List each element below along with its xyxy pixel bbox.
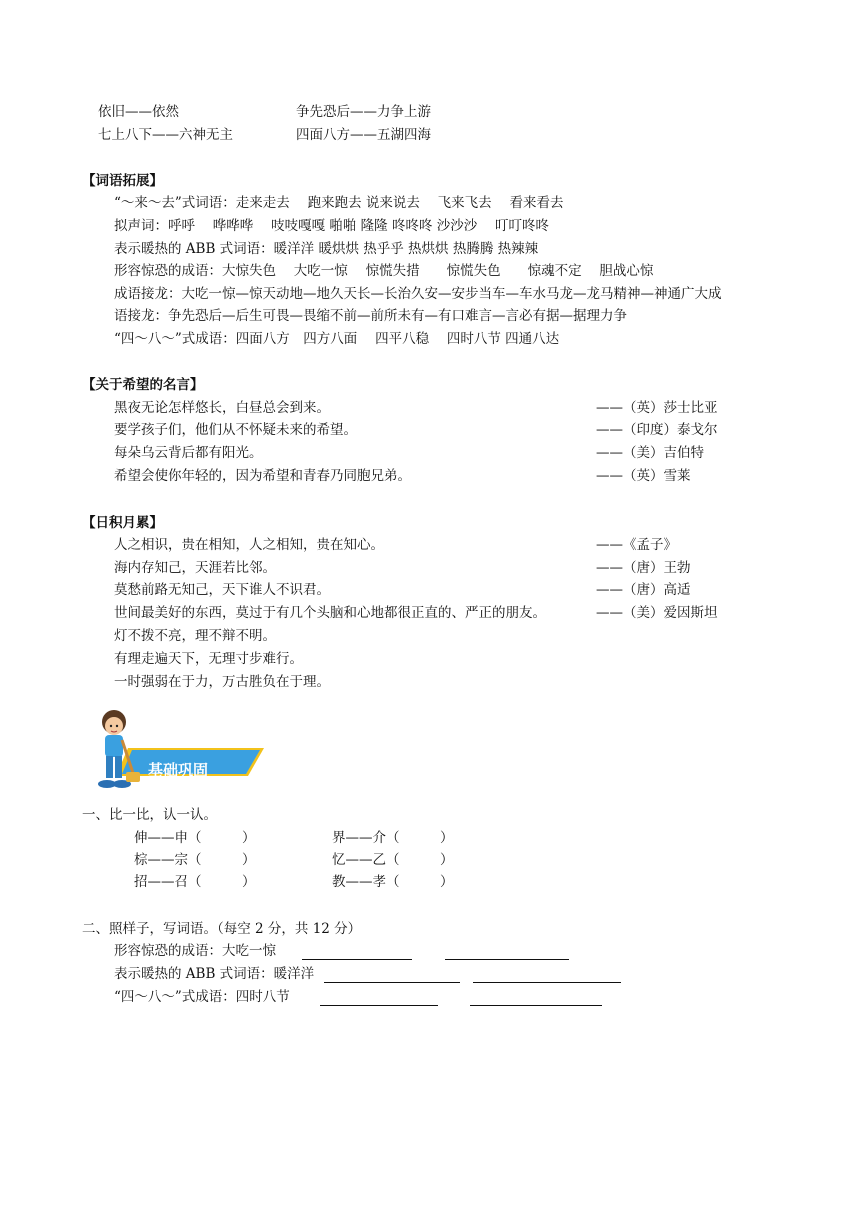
pair-zhengxian: 争先恐后——力争上游 [296, 104, 431, 120]
quote-author: ——（美）吉伯特 [596, 445, 704, 461]
quote-author: ——（英）雪莱 [596, 468, 691, 484]
quote-author: ——（印度）泰戈尔 [596, 422, 718, 438]
q2-title: 二、照样子，写词语。（每空 2 分，共 12 分） [82, 921, 362, 937]
quote-author: ——（唐）高适 [596, 582, 691, 598]
quote-author: ——《孟子》 [596, 537, 677, 553]
quote-text: 灯不拨不亮，理不辩不明。 [114, 628, 276, 644]
q1-item[interactable]: 教——孝（ ） [332, 874, 454, 890]
quote-author: ——（英）莎士比亚 [596, 400, 718, 416]
quote-text: 世间最美好的东西，莫过于有几个头脑和心地都很正直的、严正的朋友。 [114, 605, 546, 621]
ciyu-line: 形容惊恐的成语：大惊失色 大吃一惊 惊慌失措 惊慌失色 惊魂不定 胆战心惊 [114, 263, 654, 279]
q1-item[interactable]: 忆——乙（ ） [332, 852, 454, 868]
q1-item[interactable]: 伸——申（ ） [134, 830, 256, 846]
quote-text: 要学孩子们，他们从不怀疑未来的希望。 [114, 422, 357, 438]
q2-row-jingkong [114, 942, 569, 960]
ciyu-line: “～来～去”式词语：走来走去 跑来跑去 说来说去 飞来飞去 看来看去 [114, 195, 564, 211]
quote-text: 有理走遍天下，无理寸步难行。 [114, 651, 303, 667]
q1-title: 一、比一比，认一认。 [82, 807, 217, 823]
quote-text: 一时强弱在于力，万古胜负在于理。 [114, 674, 330, 690]
ciyu-line: 拟声词：呼呼 哗哗哗 吱吱嘎嘎 啪啪 隆隆 咚咚咚 沙沙沙 叮叮咚咚 [114, 218, 550, 234]
quote-text: 希望会使你年轻的，因为希望和青春乃同胞兄弟。 [114, 468, 411, 484]
answer-blank[interactable] [302, 945, 412, 960]
q2-prompt: 表示暖热的 ABB 式词语：暖洋洋 [114, 966, 315, 982]
q2-row-siba [114, 988, 602, 1006]
heading-ciyu: 【词语拓展】 [82, 173, 163, 189]
answer-blank[interactable] [320, 991, 438, 1006]
quote-text: 人之相识，贵在相知，人之相知，贵在知心。 [114, 537, 384, 553]
quote-text: 每朵乌云背后都有阳光。 [114, 445, 263, 461]
answer-blank[interactable] [445, 945, 569, 960]
q2-prompt: 形容惊恐的成语：大吃一惊 [114, 943, 276, 959]
answer-blank[interactable] [473, 968, 621, 983]
pair-qishang: 七上八下——六神无主 [98, 127, 233, 143]
q2-row-abb [114, 965, 621, 983]
quote-author: ——（美）爱因斯坦 [596, 605, 718, 621]
heading-daily: 【日积月累】 [82, 515, 163, 531]
q1-item[interactable]: 棕——宗（ ） [134, 852, 256, 868]
quote-author: ——（唐）王勃 [596, 560, 691, 576]
ciyu-line: “四～八～”式成语：四面八方 四方八面 四平八稳 四时八节 四通八达 [114, 331, 560, 347]
q1-item[interactable]: 界——介（ ） [332, 830, 454, 846]
q2-prompt: “四～八～”式成语：四时八节 [114, 989, 290, 1005]
answer-blank[interactable] [470, 991, 602, 1006]
ciyu-line: 表示暖热的 ABB 式词语：暖洋洋 暖烘烘 热乎乎 热烘烘 热腾腾 热辣辣 [114, 241, 539, 257]
answer-blank[interactable] [324, 968, 460, 983]
quote-text: 海内存知己，天涯若比邻。 [114, 560, 276, 576]
quote-text: 黑夜无论怎样悠长，白昼总会到来。 [114, 400, 330, 416]
ciyu-line: 语接龙：争先恐后—后生可畏—畏缩不前—前所未有—有口难言—言必有据—据理力争 [114, 308, 627, 324]
heading-hope: 【关于希望的名言】 [82, 377, 204, 393]
q1-item[interactable]: 招——召（ ） [134, 874, 256, 890]
pair-yijiu: 依旧——依然 [98, 104, 179, 120]
ciyu-line: 成语接龙：大吃一惊—惊天动地—地久天长—长治久安—安步当车—车水马龙—龙马精神—神通广大成 [114, 286, 722, 302]
banner-label: 基础巩固 [148, 761, 209, 779]
pair-simian: 四面八方——五湖四海 [296, 127, 431, 143]
quote-text: 莫愁前路无知己，天下谁人不识君。 [114, 582, 330, 598]
